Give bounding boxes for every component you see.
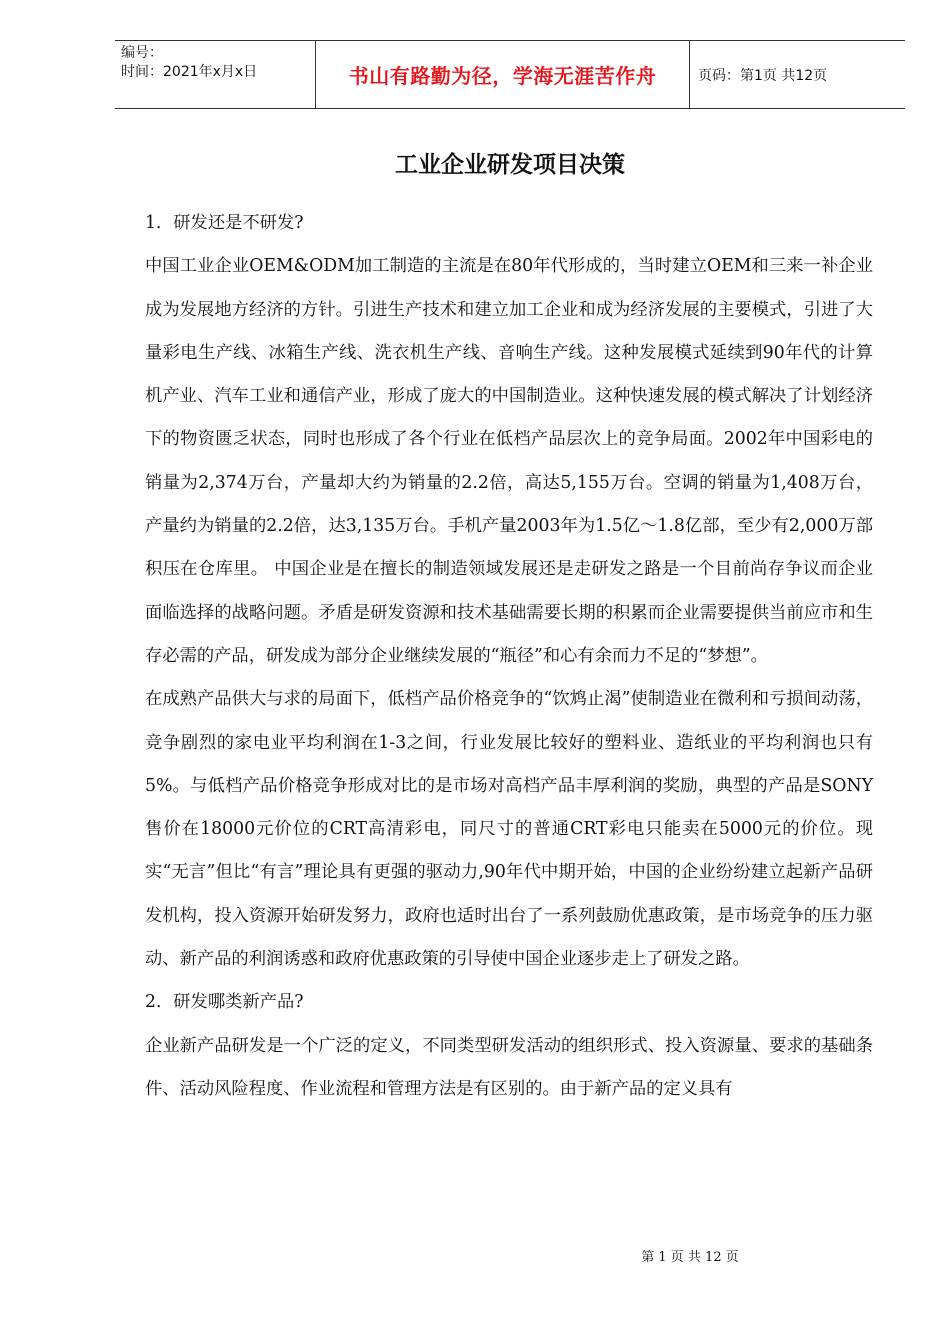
header-page-info: 页码：第1页 共12页 xyxy=(698,67,828,84)
body-paragraph-2: 在成熟产品供大与求的局面下，低档产品价格竞争的“饮鸩止渴”使制造业在微利和亏损间动荡，竞争剧烈的家电业平均利润在1-3之间，行业发展比较好的塑料业、造纸业的平均利润也只有5%。与低档产品价格竞争形成对比的是市场对高档产品丰厚利润的奖励，典型的产品是SONY售价在18000元价位的CRT高清彩电，同尺寸的普通CRT彩电只能卖在5000元的价位。现实“无言”但比“有言”理论具有更强的驱动力,90年代中期开始，中国的企业纷纷建立起新产品研发机构，投入资源开始研发努力，政府也适时出台了一系列鼓励优惠政策，是市场竞争的压力驱动、新产品的利润诱惑和政府优惠政策的引导使中国企业逐步走上了研发之路。 xyxy=(145,689,873,970)
header-motto: 书山有路勤为径，学海无涯苦作舟 xyxy=(315,41,690,108)
section-heading-1: 1．研发还是不研发? xyxy=(145,213,304,233)
number-label: 编号： xyxy=(121,45,163,61)
page-header xyxy=(115,40,905,109)
time-label: 时间：2021年x月x日 xyxy=(121,64,258,80)
document-body xyxy=(145,202,873,1111)
page-footer: 第 1 页 共 12 页 xyxy=(641,1250,739,1265)
header-meta xyxy=(115,41,315,108)
document-title: 工业企业研发项目决策 xyxy=(395,152,625,178)
body-paragraph-3: 企业新产品研发是一个广泛的定义，不同类型研发活动的组织形式、投入资源量、要求的基础条件、活动风险程度、作业流程和管理方法是有区别的。由于新产品的定义具有 xyxy=(145,1035,873,1099)
body-paragraph-1: 中国工业企业OEM&ODM加工制造的主流是在80年代形成的，当时建立OEM和三来一补企业成为发展地方经济的方针。引进生产技术和建立加工企业和成为经济发展的主要模式，引进了大量彩电生产线、冰箱生产线、洗衣机生产线、音响生产线。这种发展模式延续到90年代的计算机产业、汽车工业和通信产业，形成了庞大的中国制造业。这种快速发展的模式解决了计划经济下的物资匮乏状态，同时也形成了各个行业在低档产品层次上的竞争局面。2002年中国彩电的销量为2,374万台，产量却大约为销量的2.2倍，高达5,155万台。空调的销量为1,408万台，产量约为销量的2.2倍，达3,135万台。手机产量2003年为1.5亿～1.8亿部，至少有2,000万部积压在仓库里。 中国企业是在擅长的制造领域发展还是走研发之路是一个目前尚存争议而企业面临选择的战略问题。矛盾是研发资源和技术基础需要长期的积累而企业需要提供当前应市和生存必需的产品，研发成为部分企业继续发展的“瓶径”和心有余而力不足的“梦想”。 xyxy=(145,256,873,666)
section-heading-2: 2．研发哪类新产品? xyxy=(145,992,304,1013)
